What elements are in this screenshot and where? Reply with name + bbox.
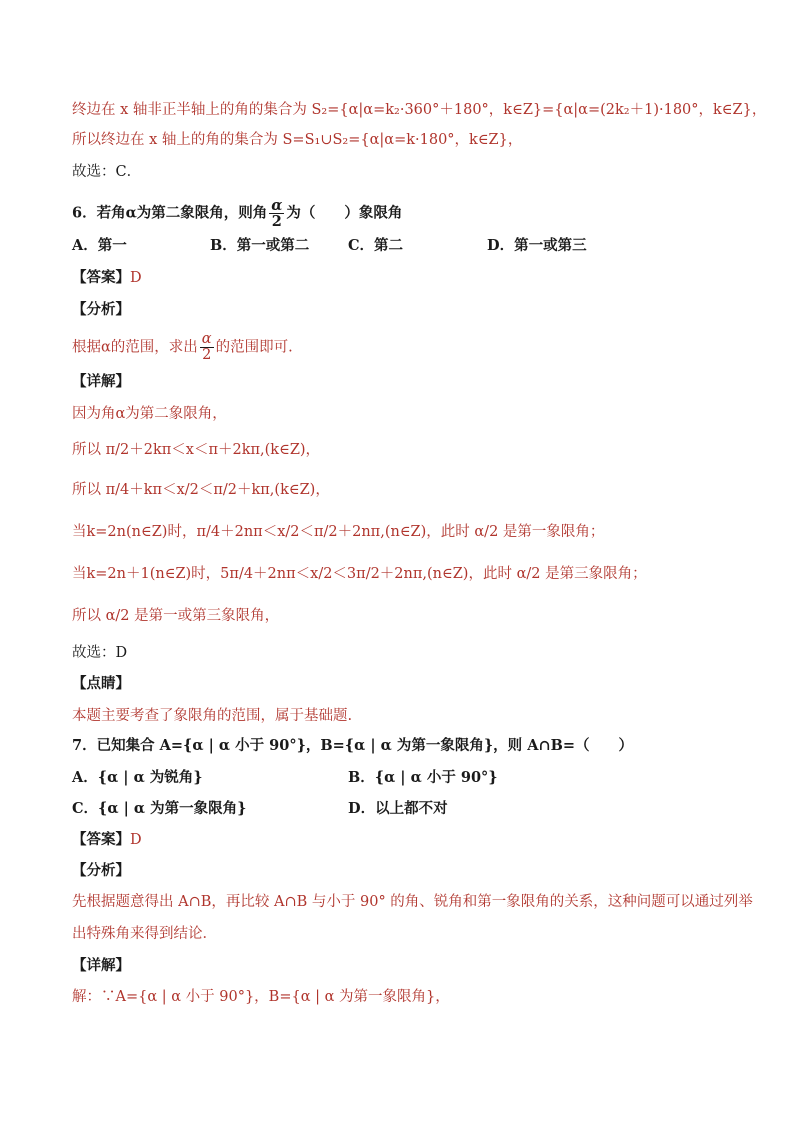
intro-line-2: 所以终边在 x 轴上的角的集合为 S=S₁∪S₂={α|α=k·180°，k∈Z}， (72, 132, 523, 148)
q6-option-c: C．第二 (348, 237, 404, 254)
q7-analysis-label: 【分析】 (72, 862, 130, 879)
q7-answer-value: D (130, 832, 142, 848)
q6-detail-line-1: 因为角α为第二象限角， (72, 406, 227, 422)
q6-answer-label: 【答案】 (72, 269, 130, 286)
q7-detail-label: 【详解】 (72, 957, 130, 974)
q6-option-a: A．第一 (72, 237, 127, 254)
q7-analysis-line-1: 先根据题意得出 A∩B，再比较 A∩B 与小于 90° 的角、锐角和第一象限角的关系，这种问题可以通过列举 (72, 894, 753, 910)
q6-stem-frac-den: 2 (271, 213, 282, 230)
q6-analysis-prefix: 根据α的范围，求出 (72, 339, 198, 356)
q6-comment-label: 【点睛】 (72, 675, 130, 692)
q6-detail-line-6: 所以 α/2 是第一或第三象限角， (72, 608, 280, 624)
q6-answer (72, 268, 142, 288)
q6-detail-line-7: 故选：D (72, 645, 128, 661)
intro-line-3: 故选：C． (72, 164, 142, 180)
q6-comment-text: 本题主要考查了象限角的范围，属于基础题. (72, 708, 353, 724)
q6-option-b: B．第一或第二 (210, 237, 310, 254)
q6-stem-fraction (269, 198, 284, 229)
q6-analysis-fraction (200, 332, 214, 363)
q7-answer (72, 830, 142, 850)
q6-detail-line-2: 所以 π/2＋2kπ＜x＜π＋2kπ,(k∈Z)， (72, 442, 321, 458)
q7-stem: 7．已知集合 A={α | α 小于 90°}，B={α | α 为第一象限角}，则 A∩B=（ ） (72, 737, 634, 754)
q7-detail-line-1: 解：∵A={α | α 小于 90°}，B={α | α 为第一象限角}， (72, 989, 450, 1005)
q6-detail-line-4: 当k=2n(n∈Z)时，π/4＋2nπ＜x/2＜π/2＋2nπ,(n∈Z)，此时 α/2 是第一象限角； (72, 524, 605, 540)
q6-detail-line-3: 所以 π/4＋kπ＜x/2＜π/2＋kπ,(k∈Z)， (72, 482, 330, 498)
q7-option-b: B．{α | α 小于 90°} (348, 769, 498, 786)
q6-stem-frac-num: α (271, 197, 283, 214)
q6-answer-value: D (130, 270, 142, 286)
q7-option-d: D．以上都不对 (348, 800, 448, 817)
q6-analysis-label: 【分析】 (72, 301, 130, 318)
q6-stem (72, 198, 402, 229)
q7-answer-label: 【答案】 (72, 831, 130, 848)
q6-stem-prefix: 6．若角α为第二象限角，则角 (72, 204, 268, 222)
q6-option-d: D．第一或第三 (487, 237, 587, 254)
q6-analysis-suffix: 的范围即可. (215, 339, 293, 356)
q7-option-c: C．{α | α 为第一象限角} (72, 800, 247, 817)
q7-option-a: A．{α | α 为锐角} (72, 769, 203, 786)
q6-stem-suffix: 为（ ）象限角 (286, 204, 403, 222)
q6-analysis-frac-den: 2 (202, 347, 212, 363)
intro-line-1: 终边在 x 轴非正半轴上的角的集合为 S₂={α|α=k₂·360°＋180°，k∈Z}={α|α=(2k₂＋1)·180°，k∈Z}， (72, 102, 767, 118)
q6-analysis-text (72, 332, 293, 363)
q6-detail-line-5: 当k=2n＋1(n∈Z)时，5π/4＋2nπ＜x/2＜3π/2＋2nπ,(n∈Z)，此时 α/2 是第三象限角； (72, 566, 647, 582)
q6-detail-label: 【详解】 (72, 373, 130, 390)
q6-analysis-frac-num: α (201, 331, 212, 347)
q7-analysis-line-2: 出特殊角来得到结论． (72, 926, 217, 942)
